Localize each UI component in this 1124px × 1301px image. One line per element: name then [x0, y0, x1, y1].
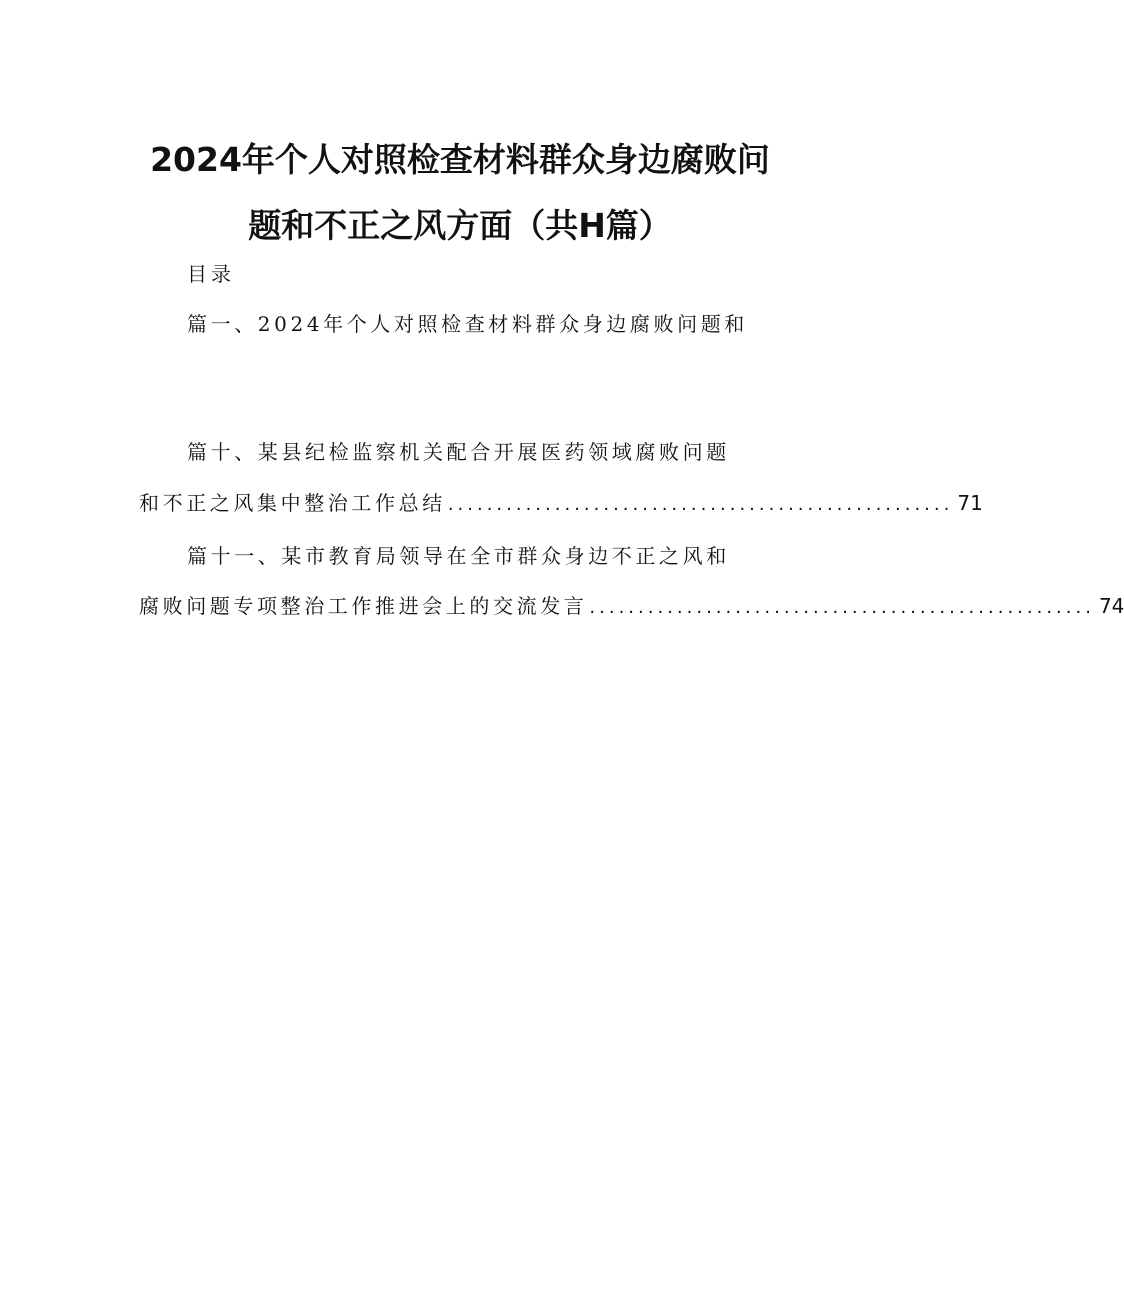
toc-entry-10-line-1[interactable]: 篇十、某县纪检监察机关配合开展医药领域腐败问题: [187, 440, 730, 464]
toc-entry-10-text: 和不正之风集中整治工作总结: [139, 491, 446, 515]
toc-heading: 目录: [187, 262, 235, 286]
toc-entry-11-leader-dots: ....................................................: [589, 597, 1095, 618]
toc-entry-11-page-number: 74: [1098, 594, 1124, 618]
toc-entry-11-text: 腐败问题专项整治工作推进会上的交流发言: [139, 594, 588, 618]
toc-entry-11-line-2[interactable]: [139, 590, 1124, 620]
toc-entry-1-line-1[interactable]: 篇一、2024年个人对照检查材料群众身边腐败问题和: [187, 312, 748, 336]
toc-entry-10-leader-dots: ....................................................: [447, 494, 954, 515]
toc-entry-11-line-1[interactable]: 篇十一、某市教育局领导在全市群众身边不正之风和: [187, 544, 730, 568]
toc-entry-10-page-number: 71: [957, 491, 983, 515]
document-title-line-2: 题和不正之风方面（共H篇）: [248, 206, 672, 245]
toc-entry-10-line-2[interactable]: [139, 487, 983, 517]
document-title-line-1: 2024年个人对照检查材料群众身边腐败问: [150, 140, 770, 179]
